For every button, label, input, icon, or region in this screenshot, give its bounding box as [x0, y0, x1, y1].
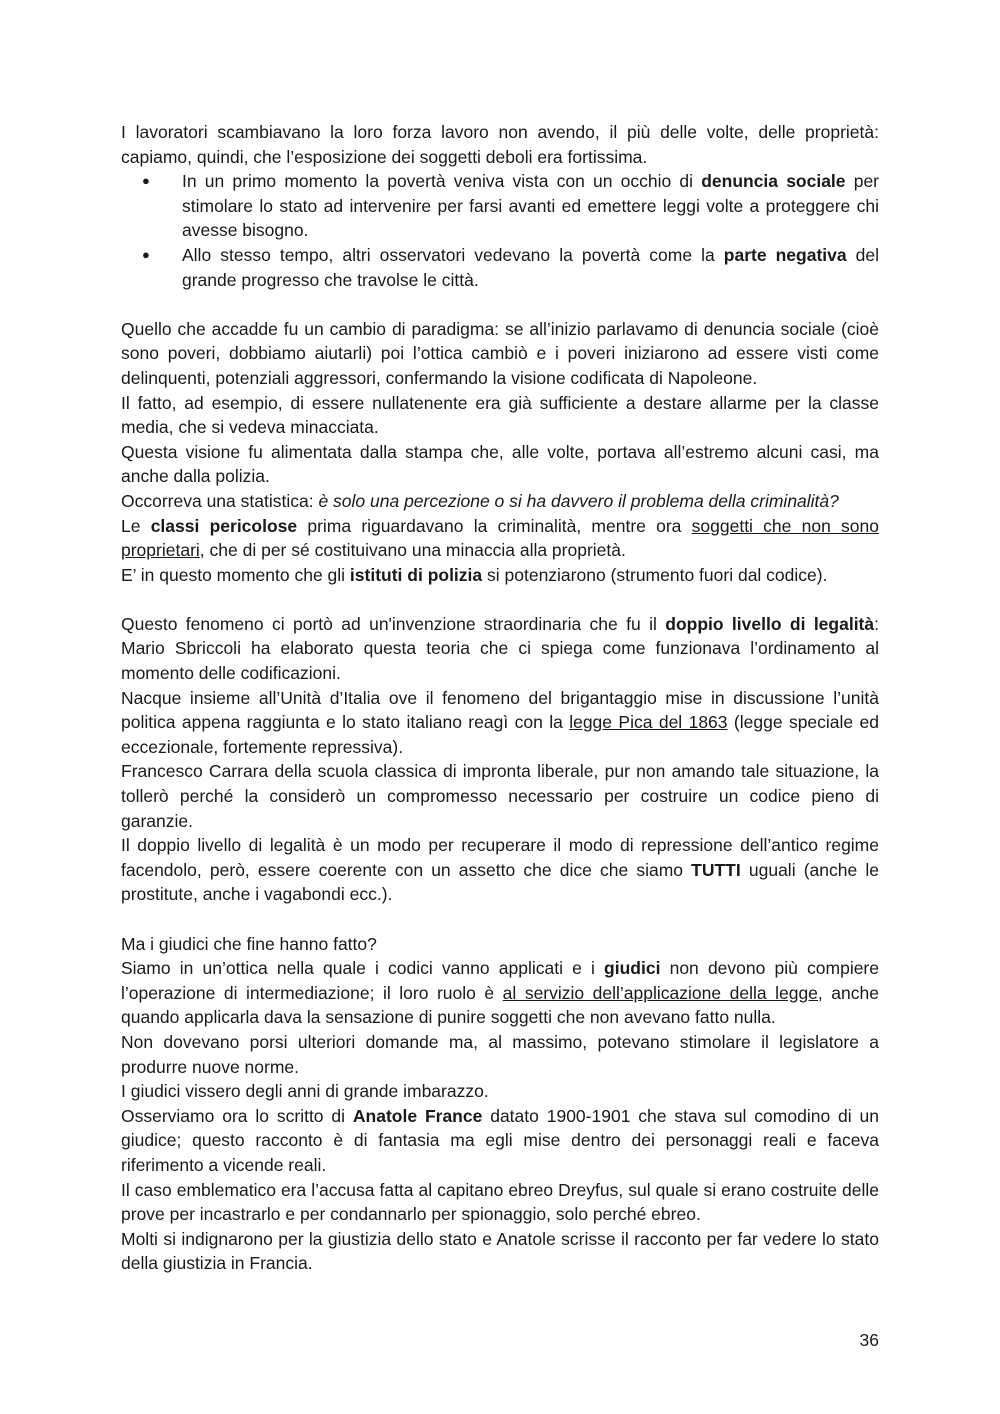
paragraph-text [121, 956, 879, 1030]
text-span: , anche quando applicarla dava la sensazione di punire soggetti che non avevano fatto nulla. [121, 982, 879, 1028]
underlined-phrase: legge Pica del 1863 [569, 712, 728, 733]
section-paradigm [121, 317, 879, 588]
spacer [121, 907, 879, 932]
text-span: Il doppio livello di legalità è un modo per recuperare il modo di repressione dell’antico regime facendolo, però, essere coerente con un assetto che dice che siamo [121, 835, 879, 880]
paragraph-text [121, 686, 879, 760]
text-span: , che di per sé costituivano una minaccia alla proprietà. [199, 540, 626, 561]
text-span: Allo stesso tempo, altri osservatori vedevano la povertà come la [182, 244, 724, 265]
text-span: In un primo momento la povertà veniva vista con un occhio di [182, 171, 702, 192]
paragraph-text: I lavoratori scambiavano la loro forza lavoro non avendo, il più delle volte, delle proprietà: capiamo, quindi, che l’esposizione dei soggetti deboli era fortissima. [121, 122, 879, 167]
page-number: 36 [859, 1330, 879, 1350]
text-span: non devono più compiere l’operazione di intermediazione; il loro ruolo è [121, 958, 879, 1003]
text-span: : Mario Sbriccoli ha elaborato questa teoria che ci spiega come funzionava l’ordinamento al momento delle codificazioni. [121, 613, 879, 684]
text-span: si potenziarono (strumento fuori dal codice). [482, 564, 828, 585]
paragraph-text: Il caso emblematico era l’accusa fatta al capitano ebreo Dreyfus, sul quale si erano costruite delle prove per incastrarlo e per condannarlo per spionaggio, solo perché ebreo. [121, 1179, 879, 1225]
page-body [121, 120, 879, 1276]
text-span: Siamo in un’ottica nella quale i codici vanno applicati e i [121, 958, 605, 979]
underlined-phrase: al servizio dell’applicazione della legge [502, 982, 818, 1003]
underlined-phrase: soggetti che non sono proprietari [121, 515, 879, 561]
bullet-icon: ● [142, 173, 150, 189]
text-span: datato 1900-1901 che stava sul comodino di un giudice; questo racconto è di fantasia ma egli mise dentro dei personaggi reali e faceva riferimento a vicende reali. [121, 1105, 879, 1175]
bold-term: denuncia sociale [701, 171, 846, 192]
paragraph-text [121, 563, 879, 588]
text-span: E’ in questo momento che gli [121, 564, 350, 585]
text-span: del grande progresso che travolse le città. [182, 244, 880, 290]
paragraph-text [121, 612, 879, 686]
list-item [121, 243, 879, 292]
text-span: Occorreva una statistica: [121, 490, 319, 511]
paragraph-text: Ma i giudici che fine hanno fatto? [121, 933, 377, 954]
bullet-icon: ● [142, 246, 150, 262]
paragraph-text: Molti si indignarono per la giustizia dello stato e Anatole scrisse il racconto per far vedere lo stato della giustizia in Francia. [121, 1228, 879, 1274]
paragraph-text: Il fatto, ad esempio, di essere nullatenente era già sufficiente a destare allarme per la classe media, che si vedeva minacciata. [121, 392, 879, 438]
paragraph-text [121, 514, 879, 563]
paragraph-workers [121, 120, 879, 169]
bold-term: giudici [604, 958, 661, 979]
section-legality [121, 612, 879, 907]
text-span: per stimolare lo stato ad intervenire per farsi avanti ed emettere leggi volte a proteggere chi avesse bisogno. [182, 171, 880, 241]
text-span: Le [121, 515, 151, 536]
section-judges [121, 932, 879, 1276]
text-span: prima riguardavano la criminalità, mentre ora [297, 515, 692, 536]
list-item [121, 169, 879, 243]
bold-term: Anatole France [352, 1105, 483, 1126]
bold-term: doppio livello di legalità [665, 613, 875, 634]
italic-question: è solo una percezione o si ha davvero il problema della criminalità? [318, 490, 839, 511]
bold-term: classi pericolose [150, 515, 298, 536]
paragraph-text [121, 833, 879, 907]
text-span: Nacque insieme all’Unità d’Italia ove il fenomeno del brigantaggio mise in discussione l’unità politica appena raggiunta e lo stato italiano reagì con la [121, 687, 879, 733]
spacer [121, 292, 879, 317]
paragraph-text: Quello che accadde fu un cambio di paradigma: se all’inizio parlavamo di denuncia sociale (cioè sono poveri, dobbiamo aiutarli) poi l’ottica cambiò e i poveri iniziarono ad essere visti come delinquenti, potenziali aggressori, confermando la visione codificata di Napoleone. [121, 318, 879, 388]
paragraph-text: I giudici vissero degli anni di grande imbarazzo. [121, 1081, 489, 1102]
bold-term: TUTTI [691, 859, 741, 880]
bold-term: istituti di polizia [349, 564, 483, 585]
paragraph-text [121, 1104, 879, 1178]
spacer [121, 587, 879, 612]
bullet-list [121, 169, 879, 292]
paragraph-text [121, 489, 879, 514]
text-span: (legge speciale ed eccezionale, fortemente repressiva). [121, 712, 879, 757]
paragraph-text: Non dovevano porsi ulteriori domande ma, al massimo, potevano stimolare il legislatore a produrre nuove norme. [121, 1031, 879, 1077]
paragraph-text: Questa visione fu alimentata dalla stampa che, alle volte, portava all’estremo alcuni casi, ma anche dalla polizia. [121, 441, 879, 487]
text-span: uguali (anche le prostitute, anche i vagabondi ecc.). [121, 859, 879, 905]
bold-term: parte negativa [723, 244, 847, 265]
paragraph-text: Francesco Carrara della scuola classica di impronta liberale, pur non amando tale situazione, la tollerò perché la considerò un compromesso necessario per costruire un codice pieno di garanzie. [121, 761, 879, 831]
text-span: Questo fenomeno ci portò ad un'invenzione straordinaria che fu il [121, 613, 666, 634]
text-span: Osserviamo ora lo scritto di [121, 1105, 353, 1126]
